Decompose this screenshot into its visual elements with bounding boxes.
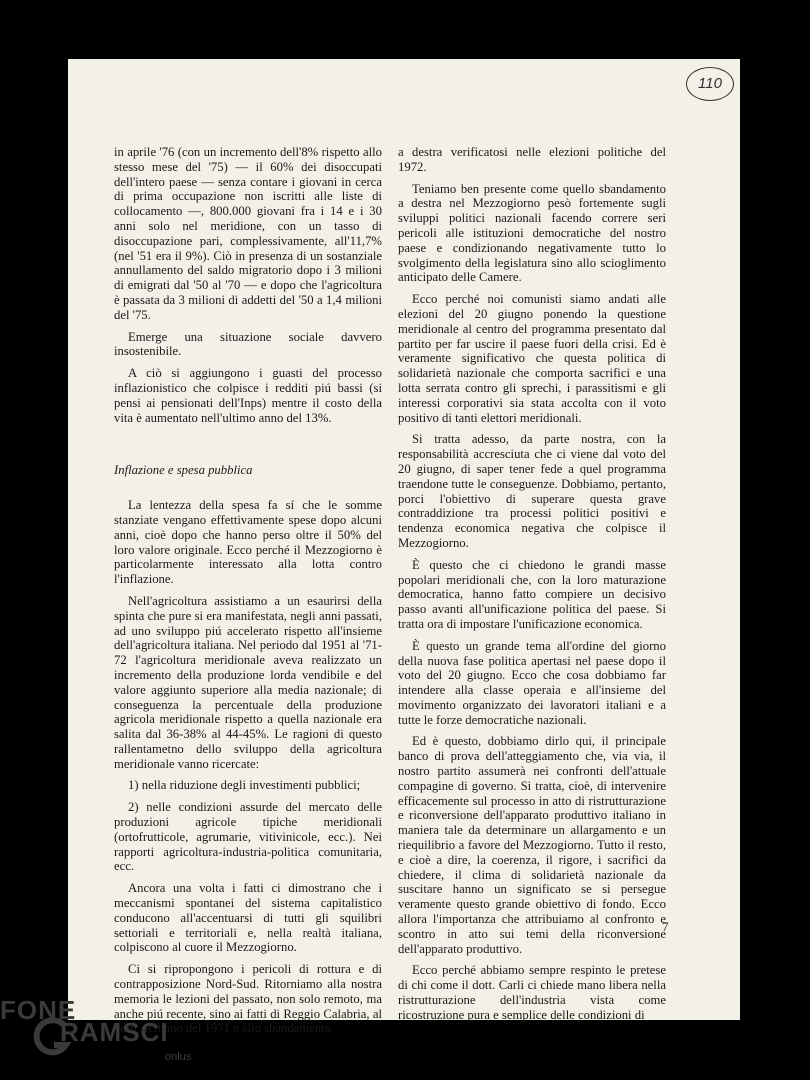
paragraph: Ed è questo, dobbiamo dirlo qui, il principale banco di prova dell'atteggiamento che, via via, il nostro partito assumerà nei confronti dell'attuale compagine di governo. Si tratta, cioè, di intervenire efficacemente sul processo in atto di ristrutturazione e riconversione dell'apparato produttivo italiano in maniera tale da determinare un allargamento e un riequilibrio a favore del Mezzogiorno. Tutto il resto, e cioè a dire, la coerenza, il rigore, i sacrifici da chiedere, il clima di solidarietà nazionale da suscitare hanno un significato se si persegue veramente questo grande obiettivo di fondo. Ecco allora l'importanza che attribuiamo al confronto e scontro in atto sui temi della riconversione dell'apparato produttivo. xyxy=(398,734,666,956)
right-column xyxy=(398,145,666,1030)
paragraph: 2) nelle condizioni assurde del mercato delle produzioni agricole tipiche meridionali (ortofrutticole, agrumarie, vitivinicole, ecc.). Nei rapporti agricoltura-industria-politica comunitaria, ecc. xyxy=(114,800,382,874)
paragraph: Emerge una situazione sociale davvero insostenibile. xyxy=(114,329,382,359)
watermark-logo xyxy=(0,995,220,1075)
paragraph: Si tratta adesso, da parte nostra, con la responsabilità accresciuta che ci viene dal voto del 20 giugno, di saper tener fede a quel programma traendone tutte le conseguenze. Dobbiamo, pertanto, porci l'obiettivo di superare questa grave contraddizione tra processi politici positivi e tendenza economica negativa che colpisce il Mezzogiorno. xyxy=(398,432,666,550)
paragraph: È questo un grande tema all'ordine del giorno della nuova fase politica apertasi nel paese dopo il voto del 20 giugno. Ecco che cosa dobbiamo far intendere alla classe operaia e all'insieme del movimento organizzato dei lavoratori italiani e a tutte le forze democratiche nazionali. xyxy=(398,638,666,727)
left-column xyxy=(114,145,382,1043)
paragraph: Teniamo ben presente come quello sbandamento a destra nel Mezzogiorno pesò fortemente sugli sviluppi politici nazionali facendo correre seri pericoli alle istituzioni democratiche del nostro paese e condizionando negativamente tutto lo svolgimento della legislatura sino allo scioglimento anticipato delle Camere. xyxy=(398,181,666,285)
paragraph: Ci si ripropongono i pericoli di rottura e di contrapposizione Nord-Sud. Ritorniamo alla nostra memoria le lezioni del passato, non solo remoto, ma anche piú recente, sino ai fatti di Reggio Calabria, al voto siciliano del 1971 e allo sbandamento xyxy=(114,962,382,1036)
logo-suffix: onlus xyxy=(165,1051,192,1063)
paragraph: a destra verificatosi nelle elezioni politiche del 1972. xyxy=(398,145,666,174)
archive-stamp: 110 xyxy=(686,67,734,101)
paragraph: La lentezza della spesa fa sí che le somme stanziate vengano effettivamente spese dopo alcuni anni, cioè dopo che hanno perso oltre il 50% del loro valore originale. Ecco perché il Mezzogiorno è particolarmente interessato alla lotta contro l'inflazione. xyxy=(114,498,382,587)
paragraph: Nell'agricoltura assistiamo a un esaurirsi della spinta che pure si era manifestata, negli anni passati, ad uno sviluppo piú accelerato rispetto all'insieme dell'agricoltura italiana. Nel periodo dal 1951 al '71-72 l'agricoltura meridionale aveva realizzato un incremento della produzione lorda vendibile e del valore aggiunto superiore alla media nazionale; di conseguenza la percentuale della produzione agricola meridionale rispetto a quella nazionale era salita dal 36-38% al 44-45%. Le ragioni di questo rallentametno dello sviluppo della agricoltura meridionale vanno ricercate: xyxy=(114,593,382,771)
paragraph: Ancora una volta i fatti ci dimostrano che i meccanismi spontanei del sistema capitalistico conducono all'accentuarsi di tutti gli squilibri settoriali e territoriali e, nella realtà italiana, colpiscono al cuore il Mezzogiorno. xyxy=(114,881,382,955)
paragraph: in aprile '76 (con un incremento dell'8% rispetto allo stesso mese del '75) — il 60% dei disoccupati dell'intero paese — senza contare i giovani in cerca di prima occupazione non iscritti alle liste di collocamento —, 800.000 giovani fra i 14 e i 30 anni solo nel meridione, con un tasso di disoccupazione pari, complessivamente, all'11,7% (nel '51 era il 9%). Ciò in presenza di un sostanziale annullamento del saldo migratorio dopo i 3 milioni di emigrati dal '50 al '70 — e dopo che l'agricoltura è passata da 3 milioni di addetti del '50 a 1,4 milioni del '75. xyxy=(114,145,382,322)
logo-line-1: FONE xyxy=(0,995,77,1025)
paragraph: A ciò si aggiungono i guasti del processo inflazionistico che colpisce i redditi piú bassi (si pensi ai pensionati dell'Inps) mentre il costo della vita è aumentato nell'ultimo anno del 13%. xyxy=(114,366,382,425)
page-number: 7 xyxy=(662,919,669,934)
paragraph: Ecco perché abbiamo sempre respinto le pretese di chi come il dott. Carli ci chiede mano libera nella ristrutturazione dell'industria vista come ricostruzione pura e semplice delle condizioni di xyxy=(398,963,666,1022)
paragraph: 1) nella riduzione degli investimenti pubblici; xyxy=(128,778,361,793)
paragraph: Ecco perché noi comunisti siamo andati alle elezioni del 20 giugno ponendo la questione meridionale al centro del programma presentato dal partito per far uscire il paese fuori della crisi. Ed è veramente significativo che questa politica di solidarietà nazionale che comporta sacrifici e una lotta serrata contro gli sprechi, i parassitismi e gli interessi corporativi sia stata accolta con il voto positivo di tanti elettori meridionali. xyxy=(398,292,666,425)
section-heading: Inflazione e spesa pubblica xyxy=(114,463,253,478)
logo-line-2: RAMSCI xyxy=(60,1017,169,1047)
paragraph: È questo che ci chiedono le grandi masse popolari meridionali che, con la loro maturazione democratica, hanno fatto compiere un decisivo passo avanti all'unificazione politica del paese. Si tratta ora di impostare l'unificazione economica. xyxy=(398,557,666,631)
